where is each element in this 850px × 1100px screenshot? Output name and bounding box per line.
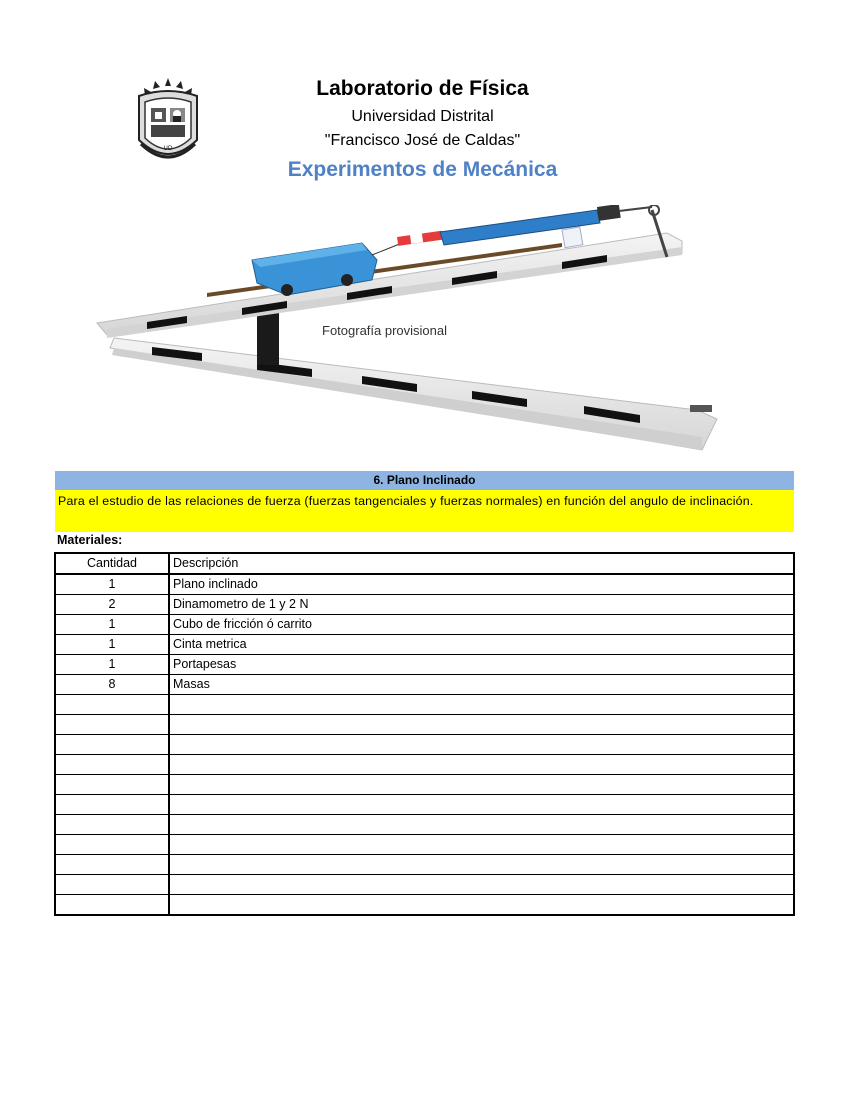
table-row xyxy=(55,715,794,735)
table-row xyxy=(55,795,794,815)
material-quantity xyxy=(55,815,169,835)
material-description: Cinta metrica xyxy=(169,635,794,655)
material-quantity xyxy=(55,755,169,775)
material-quantity: 1 xyxy=(55,574,169,595)
materials-table xyxy=(54,552,795,916)
lab-title: Laboratorio de Física xyxy=(316,77,529,100)
material-quantity xyxy=(55,695,169,715)
material-description xyxy=(169,755,794,775)
materials-label: Materiales: xyxy=(57,533,123,547)
university-patron: "Francisco José de Caldas" xyxy=(324,132,521,149)
table-row xyxy=(55,675,794,695)
photo-caption: Fotografía provisional xyxy=(322,323,448,338)
material-description xyxy=(169,775,794,795)
material-quantity: 1 xyxy=(55,655,169,675)
table-header-row xyxy=(55,553,794,574)
table-row xyxy=(55,755,794,775)
column-header-quantity: Cantidad xyxy=(55,553,169,574)
svg-text:UD: UD xyxy=(163,145,173,152)
table-row xyxy=(55,574,794,595)
material-description: Masas xyxy=(169,675,794,695)
material-description xyxy=(169,795,794,815)
table-row xyxy=(55,695,794,715)
material-description xyxy=(169,735,794,755)
material-description xyxy=(169,835,794,855)
table-row xyxy=(55,595,794,615)
table-row xyxy=(55,895,794,916)
material-quantity: 8 xyxy=(55,675,169,695)
material-description xyxy=(169,695,794,715)
table-row xyxy=(55,815,794,835)
table-row xyxy=(55,735,794,755)
material-description xyxy=(169,715,794,735)
experiment-heading: 6. Plano Inclinado xyxy=(55,471,794,490)
material-quantity xyxy=(55,795,169,815)
material-quantity xyxy=(55,775,169,795)
material-quantity xyxy=(55,875,169,895)
table-row xyxy=(55,655,794,675)
column-header-description: Descripción xyxy=(169,553,794,574)
material-description: Portapesas xyxy=(169,655,794,675)
material-description xyxy=(169,815,794,835)
material-quantity: 1 xyxy=(55,615,169,635)
material-description: Cubo de fricción ó carrito xyxy=(169,615,794,635)
table-row xyxy=(55,635,794,655)
table-row xyxy=(55,855,794,875)
table-row xyxy=(55,775,794,795)
material-quantity xyxy=(55,835,169,855)
material-quantity xyxy=(55,735,169,755)
material-description: Plano inclinado xyxy=(169,574,794,595)
section-subtitle: Experimentos de Mecánica xyxy=(287,158,558,181)
material-description: Dinamometro de 1 y 2 N xyxy=(169,595,794,615)
table-row xyxy=(55,835,794,855)
university-name: Universidad Distrital xyxy=(351,108,494,125)
material-quantity: 2 xyxy=(55,595,169,615)
material-quantity xyxy=(55,715,169,735)
material-description xyxy=(169,895,794,916)
material-description xyxy=(169,855,794,875)
experiment-objective: Para el estudio de las relaciones de fuerza (fuerzas tangenciales y fuerzas normales) en función del angulo de inclinación. xyxy=(55,490,794,532)
material-description xyxy=(169,875,794,895)
material-quantity: 1 xyxy=(55,635,169,655)
material-quantity xyxy=(55,855,169,875)
table-row xyxy=(55,615,794,635)
material-quantity xyxy=(55,895,169,916)
table-row xyxy=(55,875,794,895)
